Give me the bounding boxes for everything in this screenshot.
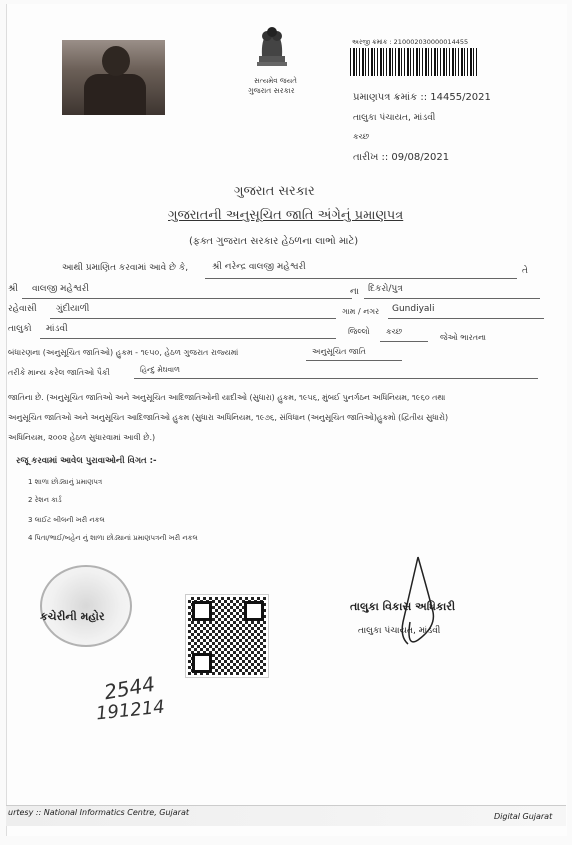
emblem-caption: ગુજરાત સરકાર	[248, 86, 295, 95]
footer-credit: urtesy :: National Informatics Centre, Gujarat	[8, 808, 190, 817]
signatory-title: તાલુકા વિકાસ અધિકારી	[350, 600, 456, 613]
text-te: તે	[522, 266, 528, 276]
office-stamp	[40, 565, 132, 647]
handwritten-note-1: 2544	[102, 671, 157, 705]
application-number: અરજી ક્રમાંક : 210002030000014455	[352, 38, 469, 46]
village-value: Gundiyali	[392, 304, 435, 314]
intro-text: આથી પ્રમાણિત કરવામાં આવે છે કે,	[62, 263, 189, 273]
page-title: ગુજરાતની અનુસૂચિત જાતિ અંગેનું પ્રમાણપત્ર	[168, 208, 404, 223]
issuing-district: કચ્છ	[353, 132, 370, 141]
order-text: બંધારણના (અનુસૂચિત જાતિઓ) હુકમ - ૧૯૫૦, હેઠળ ગુજરાત રાજ્યમાં	[8, 348, 239, 357]
page-subtitle: (ફક્ત ગુજરાત સરકાર હેઠળના લાભો માટે)	[189, 236, 359, 247]
resident-label: રહેવાસી	[8, 304, 37, 314]
barcode	[350, 48, 478, 76]
caste-type: અનુસૂચિત જાતિ	[312, 347, 366, 356]
caste-value: હિન્દુ મેઘવાળ	[140, 365, 180, 374]
district-value: કચ્છ	[386, 327, 403, 336]
applicant-photo	[62, 40, 165, 115]
father-name: વાલજી મહેશ્વરી	[32, 284, 89, 294]
taluka-value: માંડવી	[46, 324, 68, 334]
state-text: જેઓ ભારતના	[440, 333, 487, 342]
emblem-motto: સત્યમેવ જયતે	[254, 77, 297, 85]
father-prefix: શ્રી	[8, 284, 18, 294]
village-label: ગામ / નગર	[342, 307, 380, 316]
caste-line-text: તરીકે માન્ય કરેલ જાતિઓ પૈકી	[8, 368, 110, 377]
legal-text-line-1: જાતિના છે. (અનુસૂચિત જાતિઓ અને અનુસૂચિત આદિજાતિઓની યાદીઓ (સુધારા) હુકમ, ૧૯૫૬, મુંબઈ પુનર્ગઠન અધિનિયમ, ૧૯૬૦ તથા	[8, 393, 446, 402]
legal-text-line-3: અધિનિયમ, ૨૦૦૨ હેઠળ સુધારવામાં આવી છે.)	[8, 433, 156, 442]
legal-text-line-2: અનુસૂચિત જાતિઓ અને અનુસૂચિત આદિજાતિઓ હુકમ (સુધારા અધિનિયમ, ૧૯૭૬, સંવિધાન (અનુસૂચિત જાતિઓ)હુકમો (દ્વિતીય સુધારો)	[8, 413, 449, 422]
document-item: 2 રેશન કાર્ડ	[28, 496, 62, 504]
footer-brand: Digital Gujarat	[494, 812, 553, 821]
qr-code	[186, 595, 268, 677]
issue-date: તારીખ :: 09/08/2021	[353, 152, 450, 163]
seal-label: કચેરીની મહોર	[40, 610, 105, 623]
holder-name: શ્રી નરેન્દ્ર વાલજી મહેશ્વરી	[212, 262, 306, 272]
resident-value: ગુંદીયાળી	[56, 304, 90, 314]
handwritten-note-2: 191214	[95, 696, 166, 725]
district-label: જિલ્લો	[348, 327, 370, 336]
issuing-office: તાલુકા પંચાયત, માંડવી	[353, 113, 436, 123]
document-item: 4 પિતા/ભાઈ/બહેન નું શાળા છોડ્યાનાં પ્રમાણપત્રની ખરી નકલ	[28, 534, 198, 542]
relation: દિકરો/પુત્ર	[368, 284, 403, 294]
taluka-label: તાલુકો	[8, 324, 32, 334]
certificate-number: પ્રમાણપત્ર ક્રમાંક :: 14455/2021	[353, 92, 491, 103]
government-title: ગુજરાત સરકાર	[234, 184, 315, 199]
document-item: 1 શાળા છોડ્યાનું પ્રમાણપત્ર	[28, 478, 103, 486]
lion-capital-emblem-icon	[247, 22, 297, 74]
documents-heading: રજૂ કરવામાં આવેલ પુરાવાઓની વિગત :-	[16, 456, 157, 466]
text-na: ના	[350, 287, 359, 297]
signatory-office: તાલુકા પંચાયત, માંડવી	[358, 626, 441, 636]
document-item: 3 લાઈટ બીલની ખરી નકલ	[28, 516, 105, 524]
